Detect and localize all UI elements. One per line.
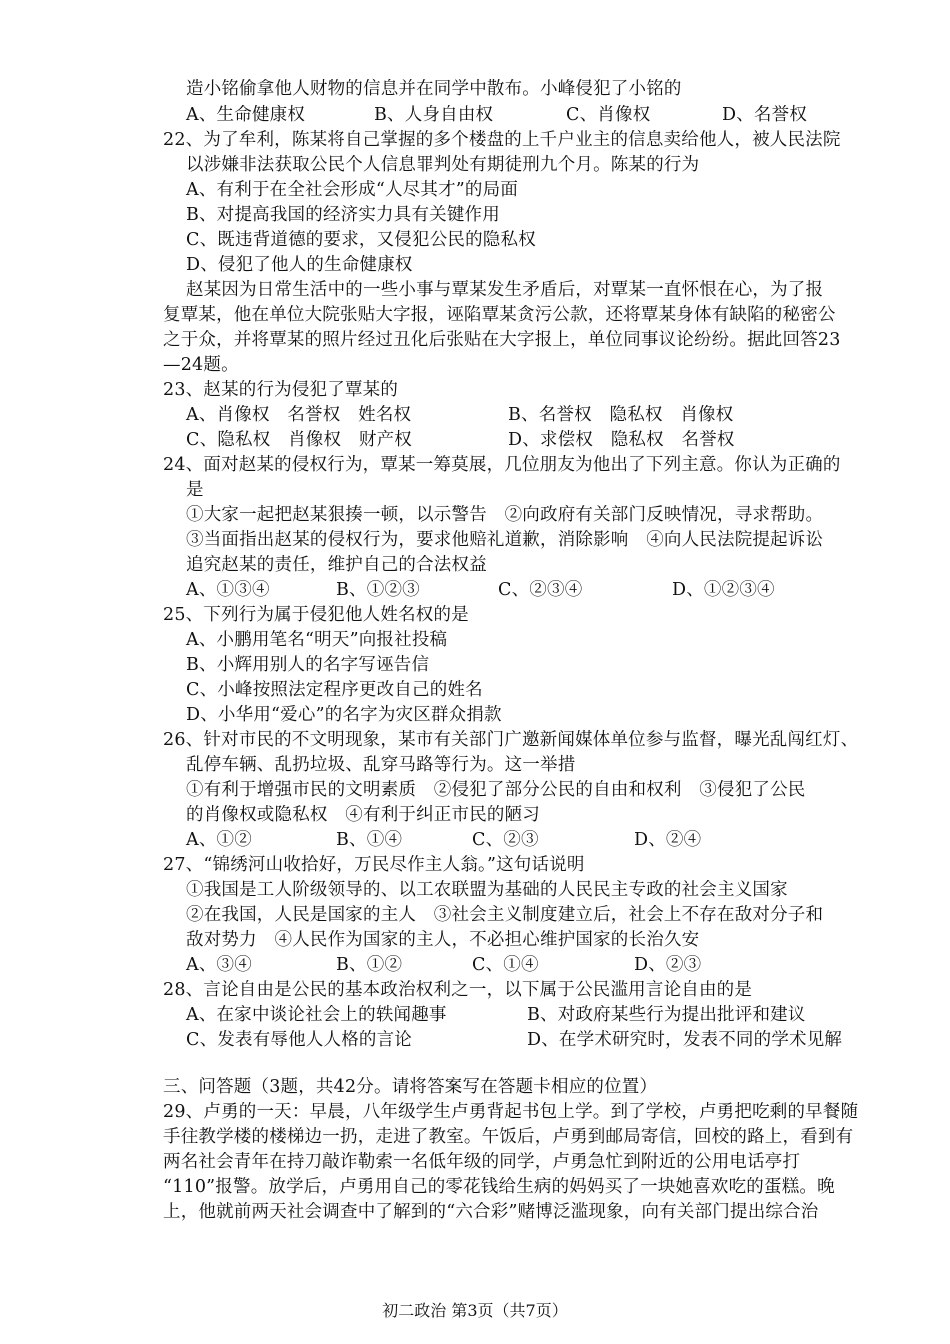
q26-option-c: C、②③ (472, 830, 539, 850)
q21-option-b: B、人身自由权 (374, 105, 494, 125)
q29-line2: 手往教学楼的楼梯边一扔，走进了教室。午饭后，卢勇到邮局寄信，回校的路上，看到有 (163, 1127, 854, 1147)
q26-option-a: A、①② (186, 830, 252, 850)
q28-option-c: C、发表有辱他人人格的言论 (186, 1030, 412, 1050)
q22-option-c: C、既违背道德的要求，又侵犯公民的隐私权 (186, 230, 536, 250)
page-footer: 初二政治 第3页（共7页） (382, 1301, 568, 1320)
q22-option-b: B、对提高我国的经济实力具有关键作用 (186, 205, 500, 225)
q24-statement-line1: ①大家一起把赵某狠揍一顿，以示警告 ②向政府有关部门反映情况，寻求帮助。 (186, 505, 824, 525)
q25-option-b: B、小辉用别人的名字写诬告信 (186, 655, 430, 675)
q26-option-d: D、②④ (634, 830, 702, 850)
q27-option-a: A、③④ (186, 955, 252, 975)
material-line1: 赵某因为日常生活中的一些小事与覃某发生矛盾后，对覃某一直怀恨在心，为了报 (186, 280, 824, 300)
section3-heading: 三、问答题（3题，共42分。请将答案写在答题卡相应的位置） (163, 1077, 658, 1097)
material-line2: 复覃某，他在单位大院张贴大字报，诬陷覃某贪污公款，还将覃某身体有缺陷的秘密公 (163, 305, 836, 325)
q22-stem-line2: 以涉嫌非法获取公民个人信息罪判处有期徒刑九个月。陈某的行为 (186, 155, 700, 175)
q25-option-c: C、小峰按照法定程序更改自己的姓名 (186, 680, 483, 700)
q22-option-a: A、有利于在全社会形成“人尽其才”的局面 (186, 180, 519, 200)
q23-option-d: D、求偿权 隐私权 名誉权 (508, 430, 735, 450)
q22-stem-line1: 22、为了牟利，陈某将自己掌握的多个楼盘的上千户业主的信息卖给他人，被人民法院 (163, 130, 841, 150)
q23-option-a: A、肖像权 名誉权 姓名权 (186, 405, 412, 425)
q29-line5: 上，他就前两天社会调查中了解到的“六合彩”赌博泛滥现象，向有关部门提出综合治 (163, 1202, 819, 1222)
q26-statement-line1: ①有利于增强市民的文明素质 ②侵犯了部分公民的自由和权利 ③侵犯了公民 (186, 780, 806, 800)
q27-statement-line2: ②在我国，人民是国家的主人 ③社会主义制度建立后，社会上不存在敌对分子和 (186, 905, 824, 925)
q26-stem-line1: 26、针对市民的不文明现象，某市有关部门广邀新闻媒体单位参与监督，曝光乱闯红灯、 (163, 730, 859, 750)
q24-option-a: A、①③④ (186, 580, 270, 600)
q24-statement-line2: ③当面指出赵某的侵权行为，要求他赔礼道歉，消除影响 ④向人民法院提起诉讼 (186, 530, 824, 550)
q24-option-c: C、②③④ (498, 580, 583, 600)
q25-option-d: D、小华用“爱心”的名字为灾区群众捐款 (186, 705, 502, 725)
q24-stem-line2: 是 (186, 480, 204, 500)
q26-statement-line2: 的肖像权或隐私权 ④有利于纠正市民的陋习 (186, 805, 540, 825)
q24-statement-line3: 追究赵某的责任，维护自己的合法权益 (186, 555, 487, 575)
q28-option-a: A、在家中谈论社会上的轶闻趣事 (186, 1005, 447, 1025)
q24-option-b: B、①②③ (336, 580, 420, 600)
q23-option-b: B、名誉权 隐私权 肖像权 (508, 405, 734, 425)
q27-option-d: D、②③ (634, 955, 702, 975)
q27-statement-line1: ①我国是工人阶级领导的、以工农联盟为基础的人民民主专政的社会主义国家 (186, 880, 788, 900)
q29-line1: 29、卢勇的一天：早晨，八年级学生卢勇背起书包上学。到了学校，卢勇把吃剩的早餐随 (163, 1102, 859, 1122)
q27-option-b: B、①② (336, 955, 403, 975)
material-line4: —24题。 (163, 355, 239, 375)
material-line3: 之于众，并将覃某的照片经过丑化后张贴在大字报上，单位同事议论纷纷。据此回答23 (163, 330, 841, 350)
q28-stem: 28、言论自由是公民的基本政治权利之一，以下属于公民滥用言论自由的是 (163, 980, 753, 1000)
q24-stem-line1: 24、面对赵某的侵权行为，覃某一筹莫展，几位朋友为他出了下列主意。你认为正确的 (163, 455, 841, 475)
q29-line4: “110”报警。放学后，卢勇用自己的零花钱给生病的妈妈买了一块她喜欢吃的蛋糕。晚 (163, 1177, 835, 1197)
q27-statement-line3: 敌对势力 ④人民作为国家的主人，不必担心维护国家的长治久安 (186, 930, 700, 950)
q25-option-a: A、小鹏用笔名“明天”向报社投稿 (186, 630, 448, 650)
q28-option-d: D、在学术研究时，发表不同的学术见解 (527, 1030, 843, 1050)
q29-line3: 两名社会青年在持刀敲诈勒索一名低年级的同学，卢勇急忙到附近的公用电话亭打 (163, 1152, 801, 1172)
q21-option-a: A、生命健康权 (186, 105, 306, 125)
q25-stem: 25、下列行为属于侵犯他人姓名权的是 (163, 605, 469, 625)
q27-option-c: C、①④ (472, 955, 539, 975)
q27-stem: 27、“锦绣河山收拾好，万民尽作主人翁。”这句话说明 (163, 855, 585, 875)
q21-option-c: C、肖像权 (566, 105, 651, 125)
q26-option-b: B、①④ (336, 830, 403, 850)
q21-continuation: 造小铭偷拿他人财物的信息并在同学中散布。小峰侵犯了小铭的 (186, 79, 682, 99)
q28-option-b: B、对政府某些行为提出批评和建议 (527, 1005, 806, 1025)
q23-option-c: C、隐私权 肖像权 财产权 (186, 430, 412, 450)
q21-option-d: D、名誉权 (722, 105, 808, 125)
q26-stem-line2: 乱停车辆、乱扔垃圾、乱穿马路等行为。这一举措 (186, 755, 576, 775)
q23-stem: 23、赵某的行为侵犯了覃某的 (163, 380, 399, 400)
q24-option-d: D、①②③④ (672, 580, 775, 600)
q22-option-d: D、侵犯了他人的生命健康权 (186, 255, 413, 275)
